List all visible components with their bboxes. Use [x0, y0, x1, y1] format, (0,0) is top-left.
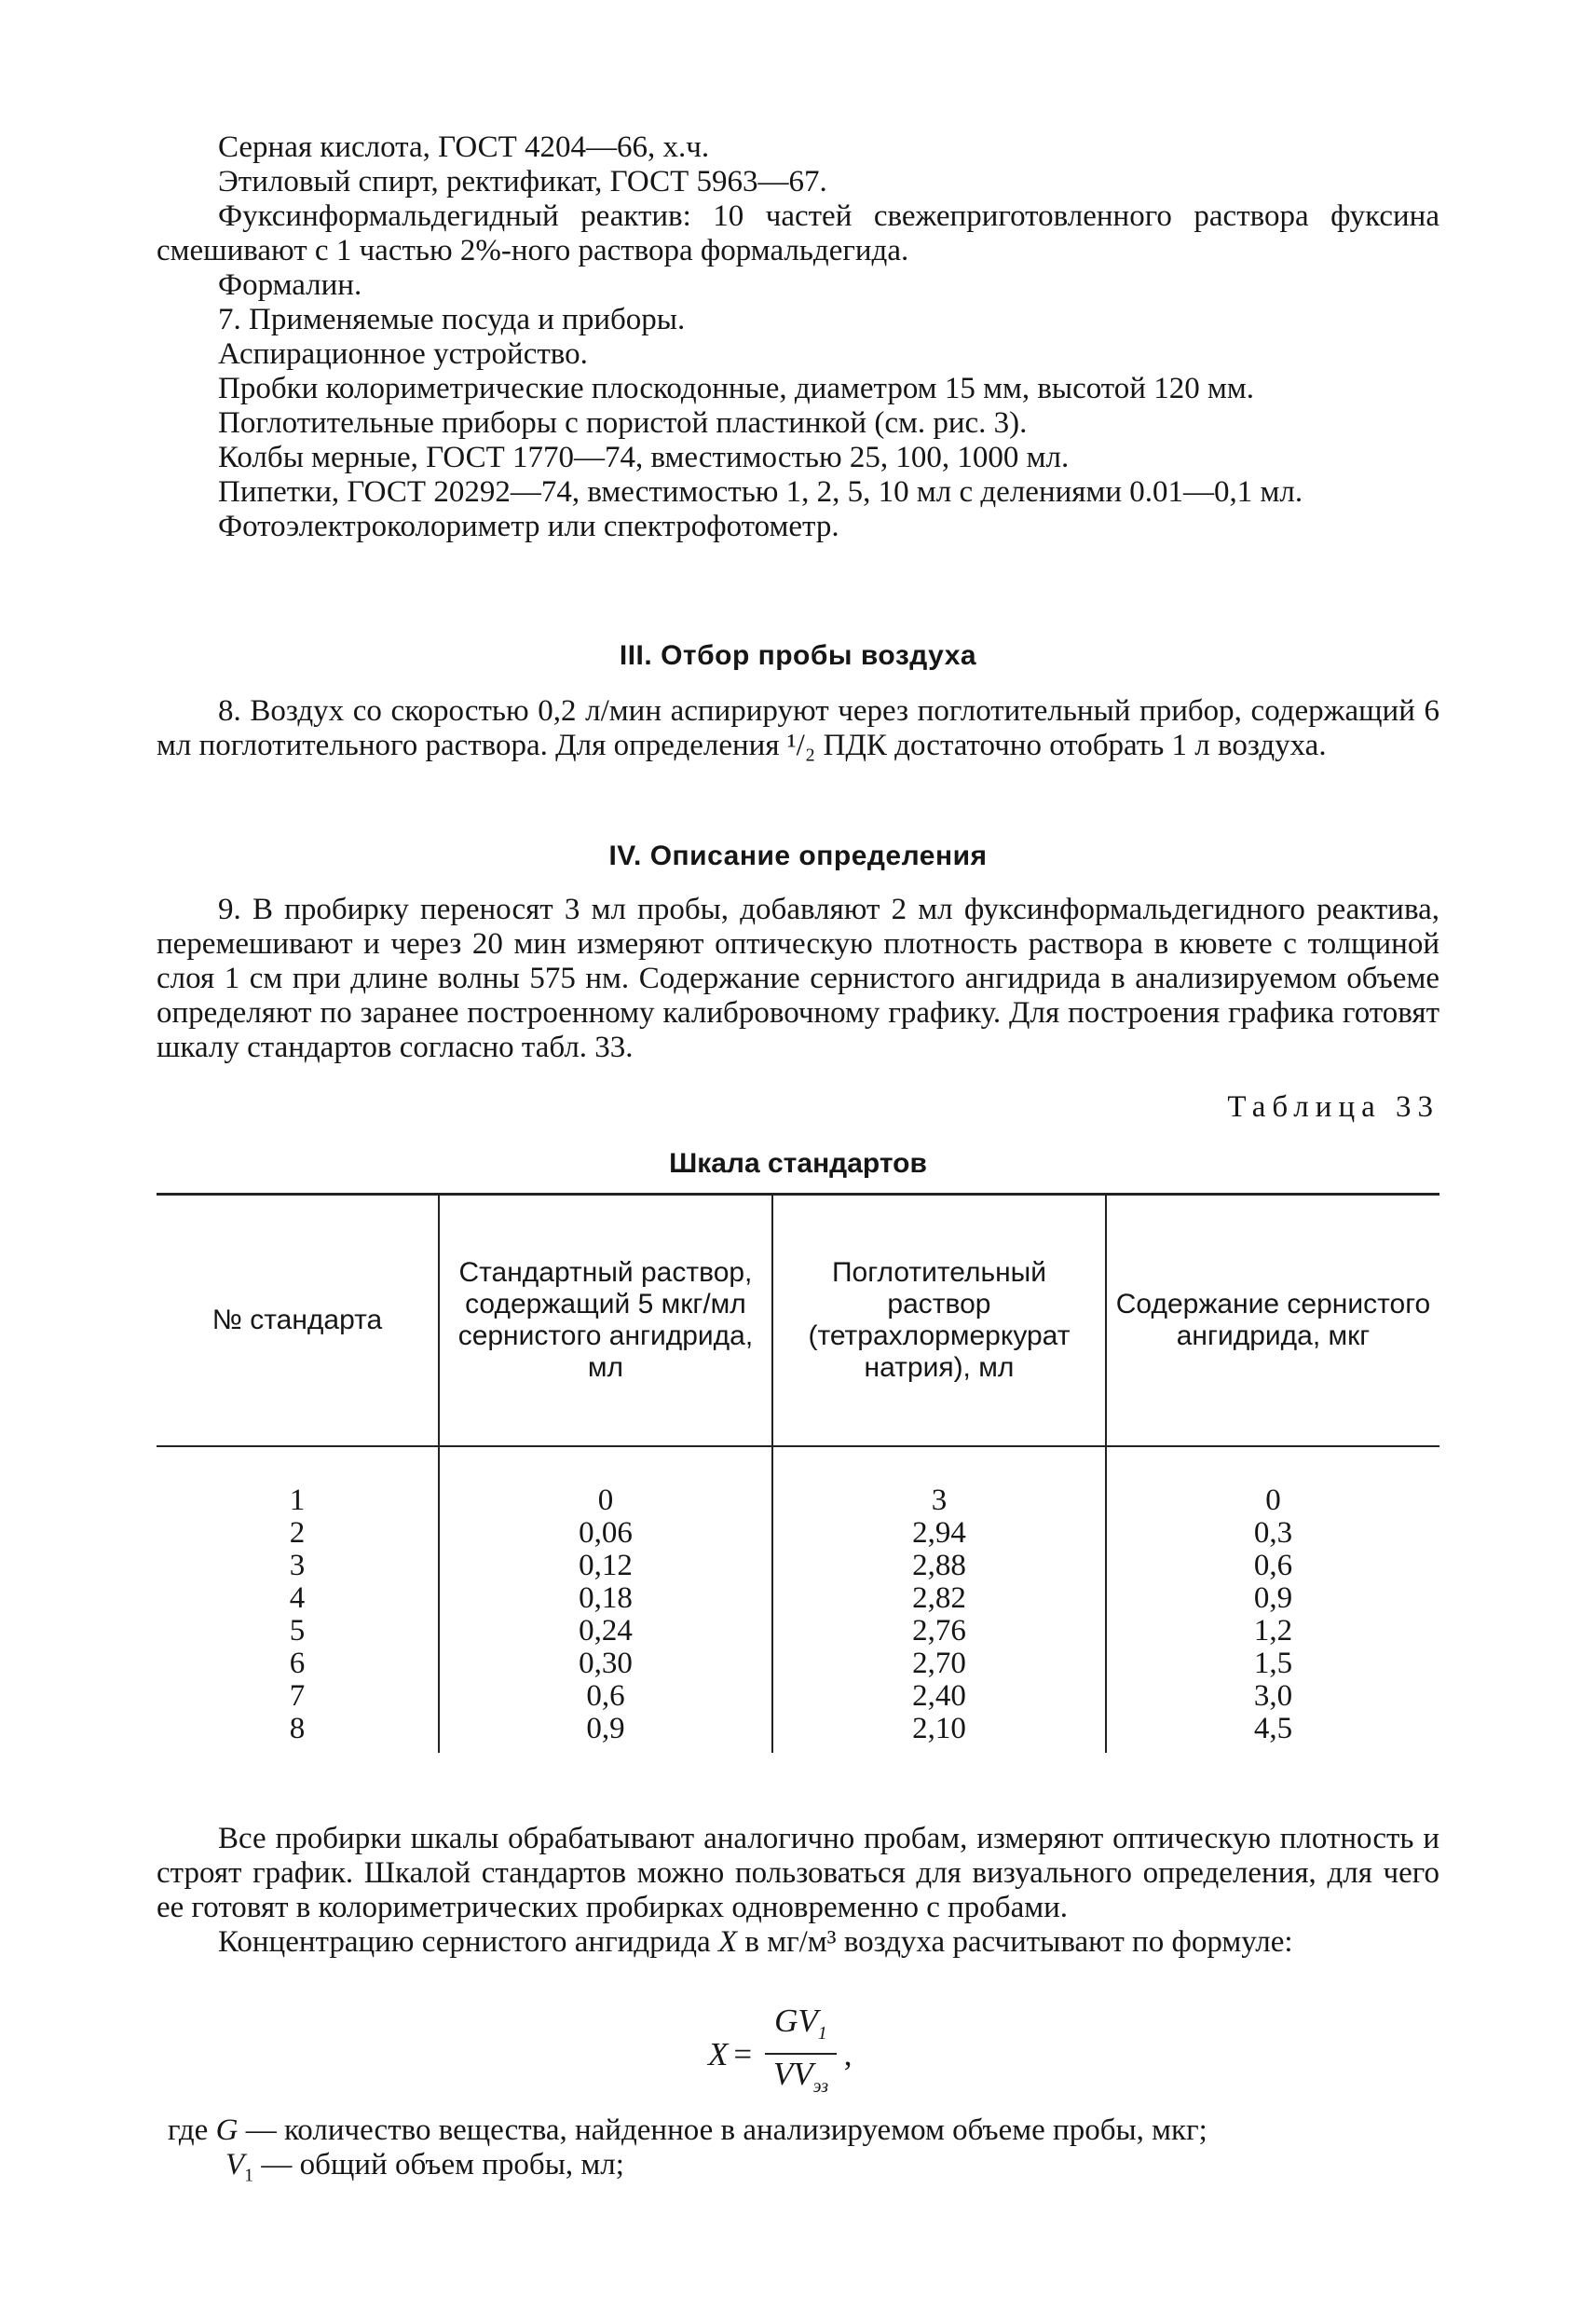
table-cell: 2,94: [912, 1516, 966, 1550]
table-cell: 0,12: [579, 1549, 633, 1582]
table-cell: 4: [289, 1581, 306, 1615]
reagent-line: Фуксинформальдегидный реактив: 10 частей свежеприготовленного раствора фуксина смешивают с 1 частью 2%-ного раствора формальдегида.: [157, 199, 1439, 267]
table-cell: 0,06: [579, 1516, 633, 1550]
definition-text: — общий объем пробы, мл;: [261, 2148, 624, 2181]
table-cell: 0,9: [1253, 1581, 1293, 1615]
section-3-heading: III. Отбор пробы воздуха: [619, 640, 977, 671]
table-cell: 0,9: [586, 1712, 625, 1745]
table-cell: 0,18: [579, 1581, 633, 1615]
standards-table: [157, 1193, 1439, 1753]
table-cell: 0,30: [579, 1647, 633, 1680]
table-cell: 2,76: [912, 1614, 966, 1648]
table-cell: 0,6: [1253, 1549, 1293, 1582]
table-caption: Таблица 33: [1227, 1090, 1439, 1124]
air-sampling-text-a: 8. Воздух со скоростью 0,2 л/мин аспирируют через поглотительный прибор, содержащий 6 мл поглотительного раствора. Для определения: [157, 694, 1439, 762]
table-cell: 6: [289, 1647, 306, 1680]
concentration-text-b: в мг/м³ воздуха расчитывают по формуле:: [744, 1925, 1293, 1959]
definition-text: — количество вещества, найденное в анализируемом объеме пробы, мкг;: [245, 2113, 1207, 2147]
equipment-item: Колбы мерные, ГОСТ 1770—74, вместимостью 25, 100, 1000 мл.: [218, 441, 1070, 474]
column-standard-number: [157, 1446, 439, 1753]
reagent-line: Серная кислота, ГОСТ 4204—66, х.ч.: [218, 130, 710, 164]
column-standard-solution: [439, 1446, 772, 1753]
table-cell: 0,3: [1253, 1516, 1293, 1550]
determination-paragraph: 9. В пробирку переносят 3 мл пробы, добавляют 2 мл фуксинформальдегидного реактива, перемешивают и через 20 мин измеряют оптическую плотность раствора в кювете с толщиной слоя 1 см при длине волны 575 нм. Содержание сернистого ангидрида в анализируемом объеме определяют по заранее построенному калибровочному графику. Для построения графика готовят шкалу стандартов согласно табл. 33.: [157, 893, 1439, 1064]
section-3-text: [157, 694, 1439, 763]
table-cell: 3: [931, 1484, 948, 1517]
section-4-text: [157, 893, 1439, 1065]
table-cell: 0: [597, 1484, 614, 1517]
equipment-item: Пробки колориметрические плоскодонные, диаметром 15 мм, высотой 120 мм.: [218, 372, 1254, 405]
section-7-title: 7. Применяемые посуда и приборы.: [218, 303, 686, 336]
variable-x: X: [717, 1925, 738, 1959]
equipment-item: Фотоэлектроколориметр или спектрофотометр.: [218, 510, 839, 543]
table-header-row: [157, 1195, 1439, 1447]
definition-symbol: G: [215, 2113, 239, 2147]
scale-processing-paragraph: Все пробирки шкалы обрабатывают аналогично пробам, измеряют оптическую плотность и строят график. Шкалой стандартов можно пользоваться для визуального определения, для чего ее готовят в колориметрических пробирках одновременно с пробами.: [157, 1822, 1439, 1924]
reagent-line: Этиловый спирт, ректификат, ГОСТ 5963—67.: [218, 165, 827, 198]
table-cell: 0,24: [579, 1614, 633, 1648]
equipment-item: Аспирационное устройство.: [218, 337, 588, 371]
column-absorbing-solution: [772, 1446, 1106, 1753]
equipment-item: Поглотительные приборы с пористой пластинкой (см. рис. 3).: [218, 406, 1028, 440]
formula-definitions: [168, 2113, 1435, 2194]
concentration-formula: [708, 2003, 853, 2104]
table-cell: 0,6: [586, 1679, 625, 1713]
table-cell: 7: [289, 1679, 306, 1713]
formula-denominator: [773, 2055, 828, 2104]
definition-prefix: где: [168, 2113, 209, 2147]
table-cell: 3: [289, 1549, 306, 1582]
concentration-text-a: Концентрацию сернистого ангидрида: [218, 1925, 711, 1959]
fraction-half: ¹/₂: [786, 729, 816, 762]
equipment-item: Пипетки, ГОСТ 20292—74, вместимостью 1, 2, 5, 10 мл с делениями 0.01—0,1 мл.: [218, 475, 1303, 509]
formula-lhs: X: [708, 2035, 729, 2072]
air-sampling-text-b: ПДК достаточно отобрать 1 л воздуха.: [823, 729, 1327, 762]
definition-line: [168, 2113, 1435, 2148]
reagents-block: [157, 130, 1439, 544]
header-standard-solution: Стандартный раствор, содержащий 5 мкг/мл сернистого ангидрида, мл: [439, 1195, 772, 1447]
table-cell: 5: [289, 1614, 306, 1648]
formula-numerator: [765, 2003, 837, 2055]
denominator-text: VV: [772, 2056, 813, 2092]
table-title: Шкала стандартов: [669, 1148, 927, 1179]
table-cell: 2,70: [912, 1647, 966, 1680]
table-cell: 2,40: [912, 1679, 966, 1713]
table-cell: 1: [289, 1484, 306, 1517]
numerator-text: GV: [774, 2003, 818, 2039]
definition-line: [168, 2148, 1435, 2194]
formula-fraction: [765, 2003, 837, 2104]
after-table-block: [157, 1822, 1439, 1960]
table-cell: 4,5: [1253, 1712, 1293, 1745]
header-absorbing-solution: Поглотительный раствор (тетрахлормеркурат натрия), мл: [772, 1195, 1106, 1447]
denominator-subscript: эз: [812, 2076, 829, 2097]
formula-equals: =: [733, 2035, 753, 2072]
numerator-subscript: 1: [817, 2023, 827, 2044]
air-sampling-paragraph: [157, 694, 1439, 763]
header-sulfur-dioxide-content: Содержание сернистого ангидрида, мкг: [1106, 1195, 1439, 1447]
table-row: [157, 1446, 1439, 1753]
table-cell: 2,88: [912, 1549, 966, 1582]
definition-subscript: 1: [244, 2165, 254, 2186]
table-cell: 0: [1265, 1484, 1281, 1517]
concentration-paragraph: [157, 1925, 1439, 1960]
table-cell: 1,5: [1253, 1647, 1293, 1680]
formula-comma: ,: [843, 2035, 853, 2072]
section-4-heading: IV. Описание определения: [608, 841, 988, 871]
table-cell: 3,0: [1253, 1679, 1293, 1713]
table-cell: 1,2: [1253, 1614, 1293, 1648]
reagent-line: Формалин.: [218, 268, 362, 302]
table-cell: 2,10: [912, 1712, 966, 1745]
table-cell: 8: [289, 1712, 306, 1745]
table-cell: 2: [289, 1516, 306, 1550]
table-cell: 2,82: [912, 1581, 966, 1615]
header-standard-number: № стандарта: [157, 1195, 439, 1447]
column-sulfur-dioxide-content: [1106, 1446, 1439, 1753]
definition-symbol: V: [225, 2148, 245, 2181]
